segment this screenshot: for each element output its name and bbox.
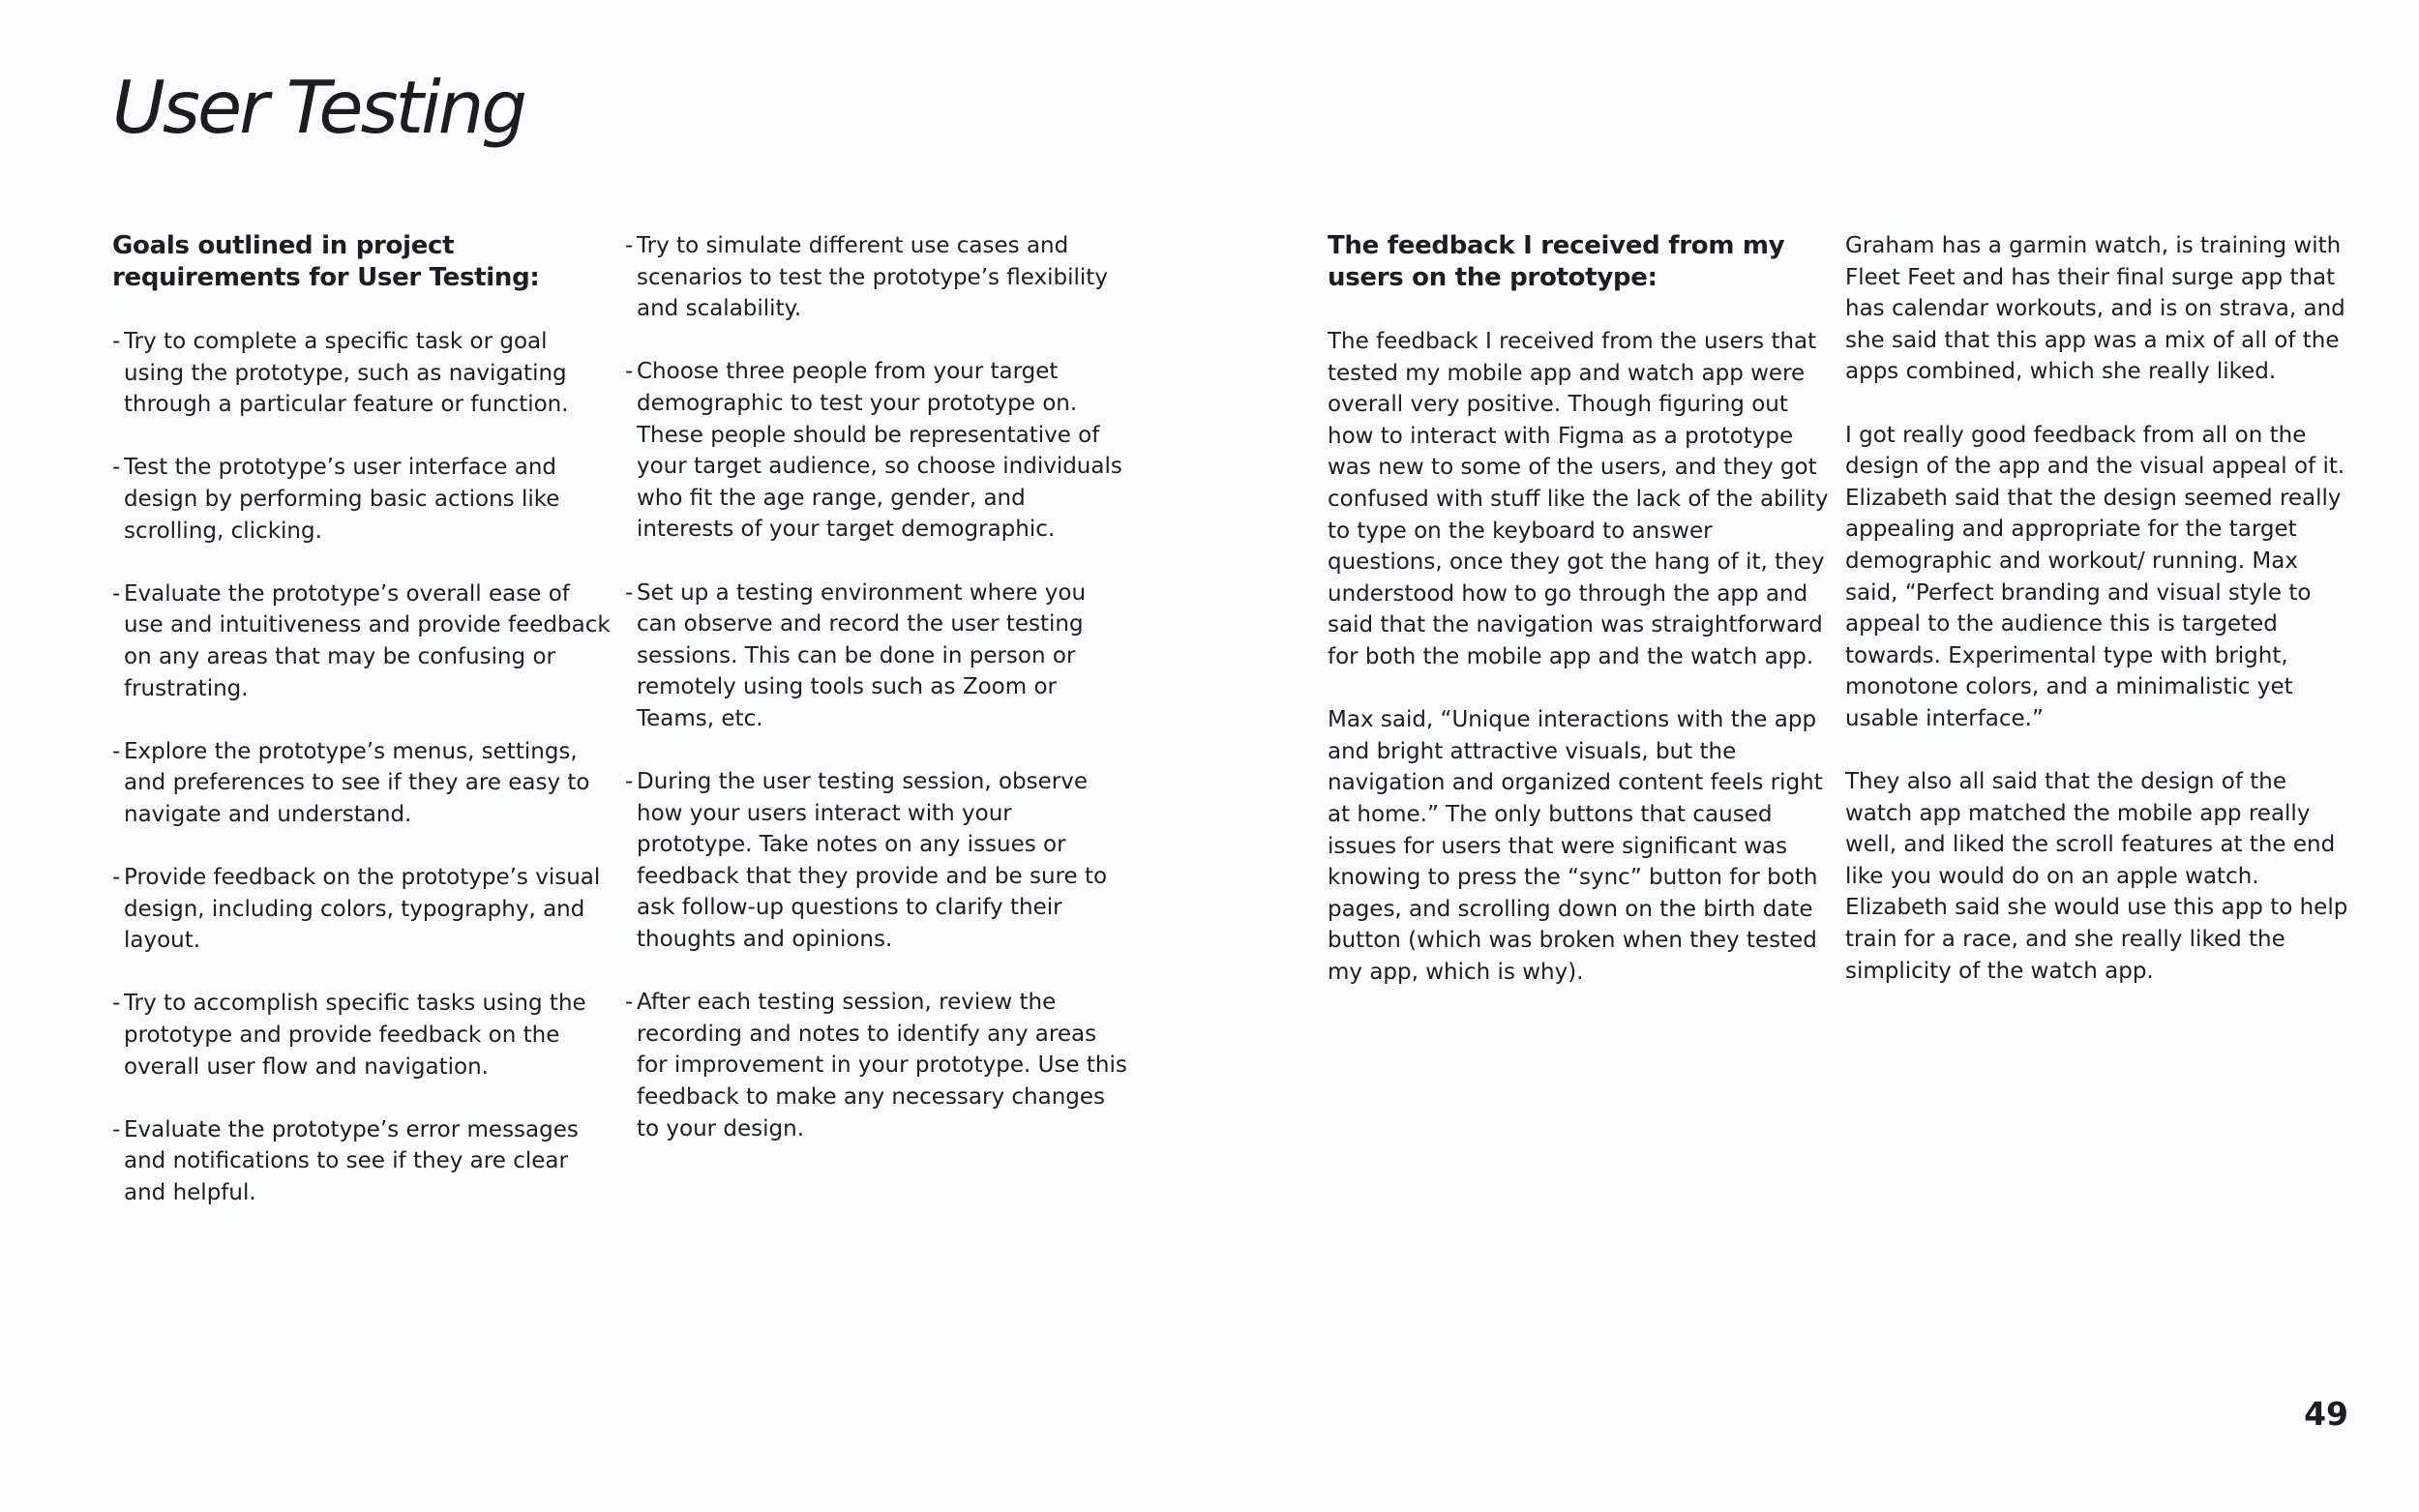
feedback-heading: The feedback I received from my users on the prototype:	[1328, 231, 1785, 292]
list-item: - During the user testing session, observe how your users interact with your prototype. Take notes on any issues or feedback that they provide and be sure to ask follow-up questions to clarify their thoughts and opinions.	[625, 766, 1128, 956]
page-title: User Testing	[112, 65, 524, 150]
page-number: 49	[2304, 1395, 2348, 1433]
feedback-paragraph: Max said, “Unique interactions with the app and bright attractive visuals, but the navigation and organized content feels right at home.” The only buttons that caused issues for users that were significant was knowing to press the “sync” button for both pages, and scrolling down on the birth date button (which was broken when they tested my app, which is why).	[1328, 707, 1823, 985]
list-item: - Evaluate the prototype’s overall ease of use and intuitiveness and provide feedback on any areas that may be confusing or frustrating.	[112, 578, 611, 704]
feedback-paragraph: I got really good feedback from all on the design of the app and the visual appeal of it. Elizabeth said that the design seemed really appealing and appropriate for the target demographic and workout/ running. Max said, “Perfect branding and visual style to appeal to the audience this is targeted towards. Experimental type with bright, monotone colors, and a minimalistic yet usable interface.”	[1845, 422, 2345, 731]
feedback-paragraph: Graham has a garmin watch, is training with Fleet Feet and has their final surge app that has calendar workouts, and is on strava, and she said that this app was a mix of all of the apps combined, which she really liked.	[1845, 233, 2345, 385]
goals-list-2	[625, 230, 1128, 1144]
list-item: - Test the prototype’s user interface and design by performing basic actions like scrolling, clicking.	[112, 452, 611, 547]
feedback-paragraph: The feedback I received from the users that tested my mobile app and watch app were overall very positive. Though figuring out how to interact with Figma as a prototype was new to some of the users, and they got confused with stuff like the lack of the ability to type on the keyboard to answer questions, once they got the hang of it, they understood how to go through the app and said that the navigation was straightforward for both the mobile app and the watch app.	[1328, 329, 1829, 669]
goals-heading: Goals outlined in project requirements for User Testing:	[112, 231, 540, 292]
feedback-paragraph: They also all said that the design of the watch app matched the mobile app really well, and liked the scroll features at the end like you would do on an apple watch. Elizabeth said she would use this app to help train for a race, and she really liked the simplicity of the watch app.	[1845, 769, 2348, 984]
list-item: - Try to accomplish specific tasks using the prototype and provide feedback on the overall user flow and navigation.	[112, 988, 611, 1082]
list-item: - Try to complete a specific task or goal using the prototype, such as navigating through a particular feature or function.	[112, 326, 611, 421]
goals-column-1	[112, 230, 611, 1240]
list-item: - Evaluate the prototype’s error messages and notifications to see if they are clear and helpful.	[112, 1114, 611, 1209]
list-item: - Provide feedback on the prototype’s visual design, including colors, typography, and layout.	[112, 862, 611, 957]
list-item: - Choose three people from your target demographic to test your prototype on. These people should be representative of your target audience, so choose individuals who fit the age range, gender, and interests of your target demographic.	[625, 356, 1128, 546]
feedback-column-2	[1845, 230, 2348, 1019]
goals-column-2	[625, 230, 1128, 1176]
list-item: - Explore the prototype’s menus, settings, and preferences to see if they are easy to navigate and understand.	[112, 736, 611, 831]
list-item: - After each testing session, review the recording and notes to identify any areas for improvement in your prototype. Use this feedback to make any necessary changes to your design.	[625, 987, 1128, 1144]
goals-list-1	[112, 326, 611, 1209]
list-item: - Set up a testing environment where you can observe and record the user testing sessions. This can be done in person or remotely using tools such as Zoom or Teams, etc.	[625, 578, 1128, 735]
feedback-column-1	[1328, 230, 1833, 1020]
list-item: - Try to simulate different use cases and scenarios to test the prototype’s flexibility and scalability.	[625, 230, 1128, 325]
